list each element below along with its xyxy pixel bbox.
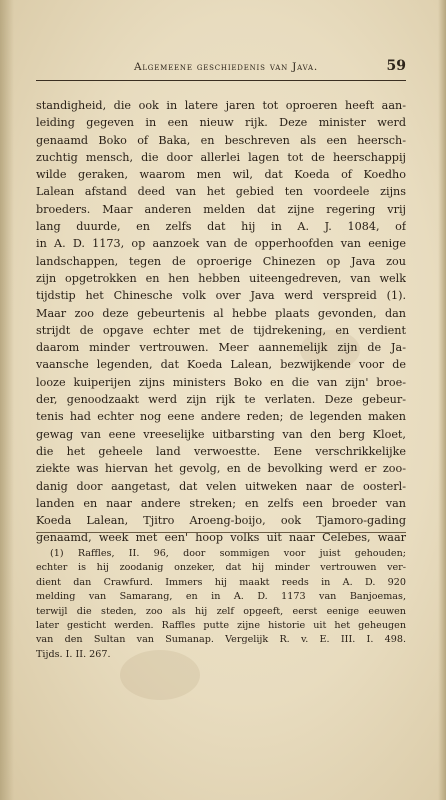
main-text <box>36 97 406 547</box>
footnote-line: dient dan Crawfurd. Immers hij maakt reeds in A. D. 920 <box>36 576 406 588</box>
footnote-line: echter is hij zoodanig onzeker, dat hij minder vertrouwen ver- <box>36 562 406 574</box>
text-line: genaamd, week met een' hoop volks uit naar Celebes, waar <box>36 531 406 545</box>
text-line: looze kuiperijen zijns ministers Boko en die van zijn' broe- <box>36 375 406 389</box>
text-line: landen en naar andere streken; en zelfs een broeder van <box>36 496 406 510</box>
footnote-rule <box>36 532 406 533</box>
text-line: der, genoodzaakt werd zijn rijk te verlaten. Deze gebeur- <box>36 393 406 407</box>
text-line: broeders. Maar anderen melden dat zijne regering vrij <box>36 202 406 216</box>
footnote-line: later gesticht werden. Raffles putte zijne historie uit het geheugen <box>36 619 406 631</box>
text-line: gewag van eene vreeselijke uitbarsting van den berg Kloet, <box>36 427 406 441</box>
text-line: vaansche legenden, dat Koeda Lalean, bezwijkende voor de <box>36 358 406 372</box>
page-number: 59 <box>386 58 406 74</box>
text-line: genaamd Boko of Baka, en beschreven als een heersch- <box>36 133 406 147</box>
footnote-line: Tijds. I. II. 267. <box>36 648 111 660</box>
text-line: daarom minder vertrouwen. Meer aannemelijk zijn de Ja- <box>36 341 406 355</box>
footnote-line: (1) Raffles, II. 96, door sommigen voor juist gehouden; <box>50 548 406 559</box>
running-head <box>36 58 406 80</box>
text-line: lang duurde, en zelfs dat hij in A. J. 1084, of <box>36 220 406 234</box>
running-head-title: Algemeene geschiedenis van Java. <box>133 61 319 73</box>
text-line: zijn opgetrokken en hen hebben uiteengedreven, van welk <box>36 271 406 285</box>
footnote-line: terwijl die steden, zoo als hij zelf opgeeft, eerst eenige eeuwen <box>36 605 406 617</box>
text-line: landschappen, tegen de oproerige Chinezen op Java zou <box>36 254 406 268</box>
footnote-line: van den Sultan van Sumanap. Vergelijk R. v. E. III. I. 498. <box>36 634 406 646</box>
text-line: strijdt de opgave echter met de tijdrekening, en verdient <box>36 323 406 337</box>
text-line: Maar zoo deze gebeurtenis al hebbe plaats gevonden, dan <box>36 306 406 320</box>
text-line: tijdstip het Chinesche volk over Java werd verspreid (1). <box>36 289 406 303</box>
footnote-line: melding van Samarang, en in A. D. 1173 van Banjoemas, <box>36 591 406 603</box>
text-line: Lalean afstand deed van het gebied ten voordeele zijns <box>36 185 406 199</box>
text-line: in A. D. 1173, op aanzoek van de opperhoofden van eenige <box>36 237 406 251</box>
text-line: tenis had echter nog eene andere reden; de legenden maken <box>36 410 406 424</box>
header-rule <box>36 80 406 81</box>
text-line: Koeda Lalean, Tjitro Aroeng-boijo, ook Tjamoro-gading <box>36 514 406 528</box>
text-line: zuchtig mensch, die door allerlei lagen tot de heerschappij <box>36 150 406 164</box>
text-line: wilde geraken, waarom men wil, dat Koeda of Koedho <box>36 168 406 182</box>
text-line: leiding gegeven in een nieuw rijk. Deze minister werd <box>36 116 406 130</box>
footnotes <box>36 547 406 662</box>
text-line: die het geheele land verwoestte. Eene verschrikkelijke <box>36 444 406 458</box>
text-line: danig door aangetast, dat velen uitweken naar de oosterl- <box>36 479 406 493</box>
text-line: standigheid, die ook in latere jaren tot oproeren heeft aan- <box>36 99 406 112</box>
text-line: ziekte was hiervan het gevolg, en de bevolking werd er zoo- <box>36 462 406 476</box>
